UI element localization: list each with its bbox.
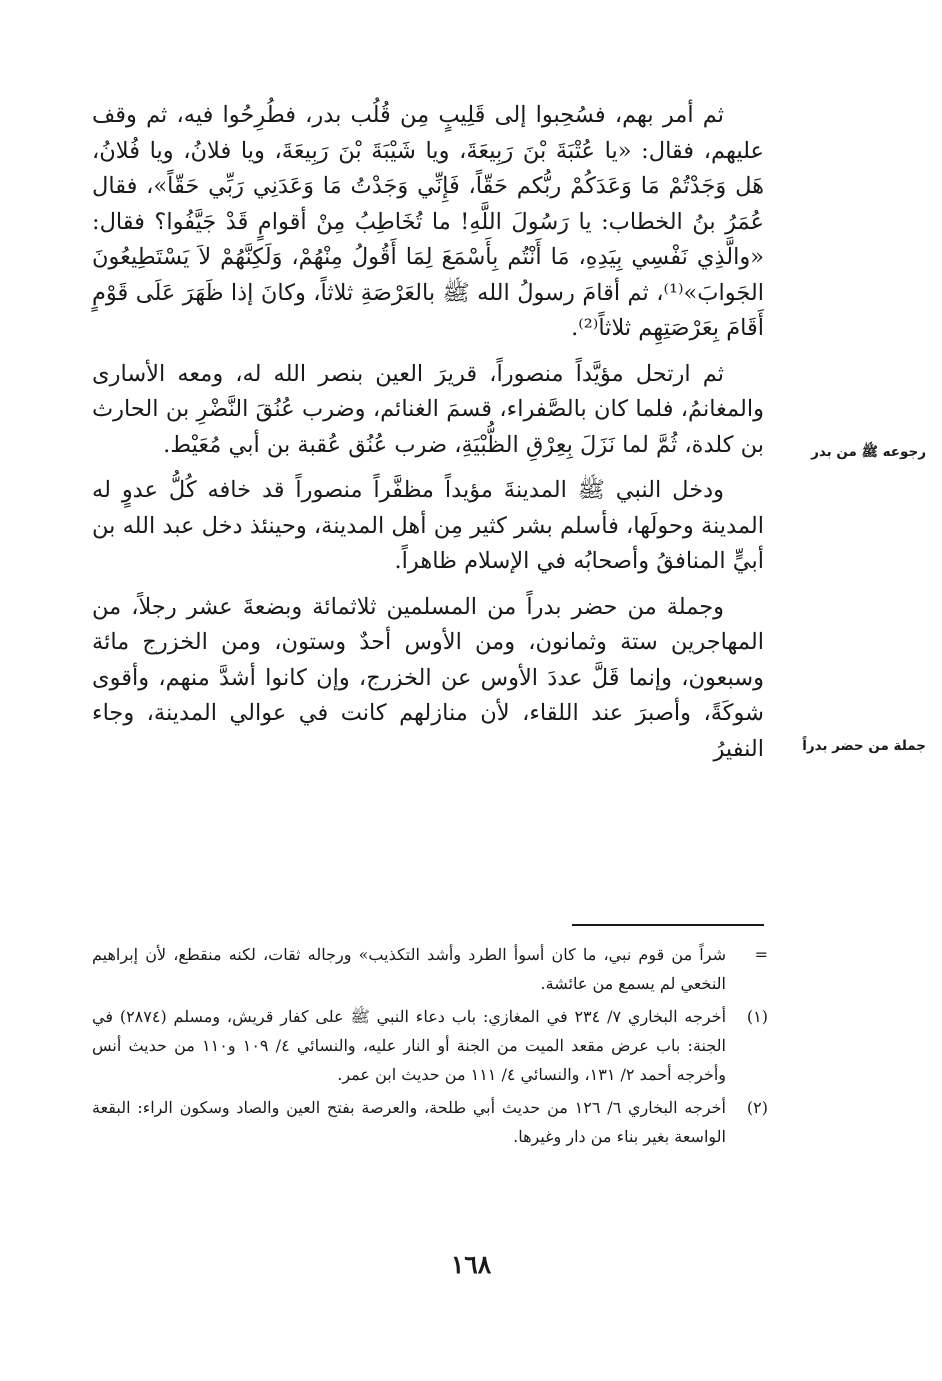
margin-note-return-from-badr: رجوعه ﷺ من بدر — [811, 444, 926, 460]
footnote-divider — [572, 924, 764, 926]
page-number: ١٦٨ — [450, 1250, 492, 1279]
paragraph-badr-well: ثم أمر بهم، فسُحِبوا إلى قَلِيبٍ مِن قُلُب بدر، فطُرِحُوا فيه، ثم وقف عليهم، فقال: «يا عُتْبَةَ بْنَ رَبِيعَةَ، ويا شَيْبَةَ بْنَ رَبِيعَةَ، ويا فلانُ، ويا فُلانُ، هَل وَجَدْتُمْ مَا وَعَدَكُمْ ربُّكم حَقّاً، فَإِنِّي وَجَدْتُ مَا وَعَدَنِي رَبِّي حَقّاً»، فقال عُمَرُ بنُ الخطاب: يا رَسُولَ اللَّهِ! ما تُخَاطِبُ مِنْ أقوامٍ قَدْ جَيَّفُوا؟ فقال: «والَّذِي نَفْسِي بِيَدِهِ، مَا أَنْتُم بِأَسْمَعَ لِمَا أَقُولُ مِنْهُمْ، وَلَكِنَّهُمْ لاَ يَسْتَطِيعُونَ الجَوابَ»⁽¹⁾، ثم أقامَ رسولُ الله ﷺ بالعَرْصَةِ ثلاثاً، وكانَ إذا ظَهَرَ عَلَى قَوْمٍ أَقَامَ بِعَرْصَتِهِم ثلاثاً⁽²⁾. — [92, 102, 764, 341]
footnote-1 — [92, 1002, 768, 1089]
paragraph-entry-medina: ودخل النبي ﷺ المدينةَ مؤيداً مظفَّراً منصوراً قد خافه كُلُّ عدوٍ له المدينة وحولَها، فأسلم بشر كثير مِن أهل المدينة، وحينئذ دخل عبد الله بن أبيٍّ المنافقُ وأصحابُه في الإسلام ظاهراً. — [92, 477, 764, 574]
footnote-2 — [92, 1093, 768, 1151]
footnote-continuation — [92, 940, 768, 998]
paragraph-return-from-badr: ثم ارتحل مؤيَّداً منصوراً، قريرَ العين بنصر الله له، ومعه الأسارى والمغانمُ، فلما كان بالصَّفراء، قسمَ الغنائم، وضرب عُنُقَ النَّضْرِ بن الحارث بن كلدة، ثُمَّ لما نَزَلَ بِعِرْقِ الظُّبْيَةِ، ضرب عُنُق عُقبة بن أبي مُعَيْط. — [92, 360, 764, 458]
paragraph-badr-attendees: وجملة من حضر بدراً من المسلمين ثلاثمائة وبضعةَ عشر رجلاً، من المهاجرين ستة وثمانون، ومن الأوس أحدٌ وستون، ومن الخزرج مائة وسبعون، وإنما قَلَّ عددَ الأوس عن الخزرج، وإن كانوا أشدَّ منهم، وأقوى شوكَةً، وأصبرَ عند اللقاء، لأن منازلهم كانت في عوالي المدينة، وجاء النفيرُ — [92, 593, 764, 762]
footnote-marker: (١) — [746, 1007, 768, 1026]
main-text — [92, 98, 764, 767]
footnotes — [92, 940, 768, 1155]
footnote-text: أخرجه البخاري ٧/ ٢٣٤ في المغازي: باب دعاء النبي ﷺ على كفار قريش، ومسلم (٢٨٧٤) في الجنة: باب عرض مقعد الميت من الجنة أو النار عليه، والنسائي ٤/ ١٠٩ و١١٠ من حديث أنس وأخرجه أحمد ٢/ ١٣١، والنسائي ٤/ ١١١ من حديث ابن عمر. — [92, 1007, 727, 1084]
footnote-text: أخرجه البخاري ٦/ ١٢٦ من حديث أبي طلحة، والعرصة بفتح العين والصاد وسكون الراء: البقعة الواسعة بغير بناء من دار وغيرها. — [92, 1098, 727, 1146]
margin-note-badr-attendees: جملة من حضر بدراً — [802, 738, 926, 754]
footnote-text: شراً من قوم نبي، ما كان أسوأ الطرد وأشد التكذيب» ورجاله ثقات، لكنه منقطع، لأن إبراهيم النخعي لم يسمع من عائشة. — [92, 945, 726, 993]
footnote-marker: (٢) — [746, 1098, 768, 1117]
footnote-marker: = — [754, 945, 768, 964]
